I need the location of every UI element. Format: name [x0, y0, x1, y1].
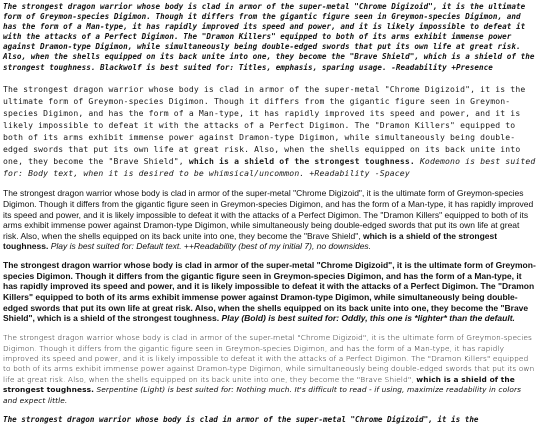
sample-kodemono [3, 83, 537, 180]
sample-bold-phrase: which is a shield of the strongest toughness. [3, 52, 535, 72]
sample-body: The strongest dragon warrior whose body is clad in armor of the super-metal "Chrome Digizoid", it is the ultimate form of Greymon-species Digimon. Though it differs from the gigantic figure seen in Greymon-species Digimon, and has the form of a Man-type, it has rapidly improved its speed and power, and it is likely impossible to defeat it with the attacks of a Perfect Digimon. The "Dramon Killers" equipped to both of its arms exhibit immense power against Dramon-type Digimon, while simultaneously being double-edged swords that put its own life at great risk. Also, when the shells equipped on its back unite into one, they become the "Brave Shield", [3, 188, 534, 241]
sample-bold-phrase: which is a shield of the strongest toughness. [37, 313, 220, 324]
sample-note: Kodemono is best suited for: Body text, when it is desired to be whimsical/uncommon. +Readability -Spacey [3, 156, 536, 179]
sample-blackwolf [3, 2, 537, 73]
sample-note: Play is best suited for: Default text. ++Readability (best of my initial 7), no downsides. [48, 241, 372, 252]
sample-body: The strongest dragon warrior whose body is clad in armor of the super-metal "Chrome Digizoid", it is the ultimate form of Greymon-species Digimon. Though it differs from the gigantic figure seen in Greymon-species Digimon, and has the form of a Man-type, it has rapidly improved its speed and power, and it is likely impossible to defeat it with the attacks of a Perfect Digimon. The "Dramon Killers" equipped to both of its arms exhibit immense power against Dramon-type Digimon, while simultaneously being double-edged swords that put its own life at great risk. Also, when the shells equipped on its back unite into one, they become the "Brave Shield", [3, 259, 536, 324]
sample-play [3, 188, 537, 252]
sample-cutoff [3, 415, 537, 425]
sample-body: The strongest dragon warrior whose body is clad in armor of the super-metal "Chrome Digizoid", it is the ultimate form of Greymon-species Digimon. Though it differs from the gigantic figure seen in Greymon-species Digimon, and has the form of a Man-type, it has rapidly improved its speed and power, and it is likely impossible to defeat it with the attacks of a Perfect Digimon. The "Dramon Killers" equipped to both of its arms exhibit immense power against Dramon-type Digimon, while simultaneously being double-edged swords that put its own life at great risk. Also, when the shells equipped on its back unite into one, they become the "Brave Shield", [3, 83, 526, 167]
sample-body: The strongest dragon warrior whose body is clad in armor of the super-metal "Chrome Digizoid", it is the ultimate form of Greymon-species Digimon. Though it differs from the gigantic figure seen in Greymon-species Digimon, and has the form of a Man-type, it has rapidly improved its speed and power, and it is likely impossible to defeat it with the attacks of a Perfect Digimon. The "Dramon Killers" equipped to both of its arms exhibit immense power against Dramon-type Digimon, while simultaneously being double-edged swords that put its own life at great risk. Also, when the shells equipped on its back unite into one, they become the "Brave Shield", [3, 2, 526, 62]
sample-note: Blackwolf is best suited for: Titles, emphasis, sparing usage. -Readability +Presence [95, 62, 493, 72]
sample-note: Play (Bold) is best suited for: Oddly, this one is *lighter* than the default. [219, 313, 515, 324]
sample-bold-phrase: which is a shield of the strongest toughness. [3, 374, 515, 395]
sample-bold-phrase: which is a shield of the strongest toughness. [188, 156, 415, 167]
sample-play-bold [3, 260, 537, 324]
sample-body: The strongest dragon warrior whose body is clad in armor of the super-metal "Chrome Digizoid", it is the ultimate form of Greymon-species Digimon. Though it differs from the gigantic figure seen in Greymon-species Digimon, and has the form of a Man-type, it has rapidly improved its speed and power, and it is likely impossible to defeat it with the attacks of a Perfect Digimon. The "Dramon Killers" equipped to both of its arms exhibit immense power against Dramon-type Digimon, while simultaneously being double-edged swords that put its own life at great risk. Also, when the shells equipped on its back unite into one, they become the "Brave Shield", [3, 333, 535, 384]
sample-bold-phrase: which is a shield of the strongest toughness. [3, 230, 498, 252]
sample-serpentine [3, 333, 537, 406]
sample-note: Serpentine (Light) is best suited for: Nothing much. It's difficult to read - if using, maximize readability in colors and expect little. [3, 385, 522, 405]
sample-body: The strongest dragon warrior whose body is clad in armor of the super-metal "Chrome Digizoid", it is the [3, 415, 479, 425]
